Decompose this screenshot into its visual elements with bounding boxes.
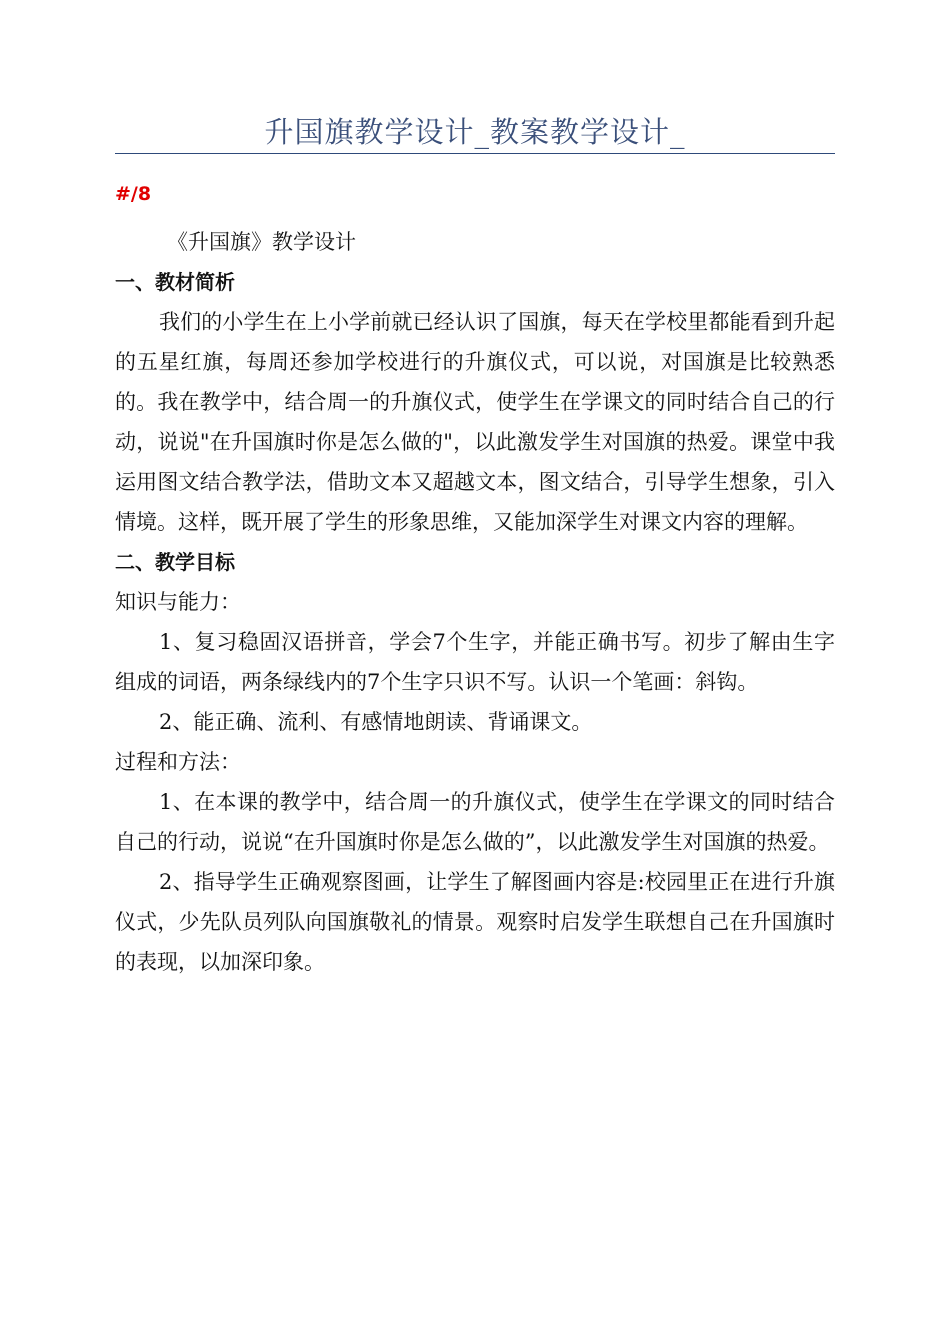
document-title: 升国旗教学设计_教案教学设计_ <box>264 115 686 149</box>
knowledge-item-2: 2、能正确、流利、有感情地朗读、背诵课文。 <box>159 710 593 734</box>
process-item-2: 2、指导学生正确观察图画，让学生了解图画内容是:校园里正在进行升旗仪式，少先队员列队向国旗敬礼的情景。观察时启发学生联想自己在升国旗时的表现，以加深印象。 <box>115 870 835 974</box>
knowledge-item-1: 1、复习稳固汉语拼音，学会7个生字，并能正确书写。初步了解由生字组成的词语，两条绿线内的7个生字只识不写。认识一个笔画：斜钩。 <box>115 630 835 694</box>
section-heading-objectives: 二、教学目标 <box>115 550 235 574</box>
process-label: 过程和方法： <box>115 750 241 774</box>
page-code: #/8 <box>115 183 152 205</box>
knowledge-label: 知识与能力： <box>115 590 241 614</box>
document-body <box>115 222 835 982</box>
title-underline <box>115 153 835 154</box>
process-item-1: 1、在本课的教学中，结合周一的升旗仪式，使学生在学课文的同时结合自己的行动，说说“在升国旗时你是怎么做的”，以此激发学生对国旗的热爱。 <box>115 790 835 854</box>
lesson-subtitle: 《升国旗》教学设计 <box>167 230 356 254</box>
section-heading-materials: 一、教材简析 <box>115 270 235 294</box>
materials-paragraph: 我们的小学生在上小学前就已经认识了国旗，每天在学校里都能看到升起的五星红旗，每周还参加学校进行的升旗仪式，可以说，对国旗是比较熟悉的。我在教学中，结合周一的升旗仪式，使学生在学课文的同时结合自己的行动，说说"在升国旗时你是怎么做的"，以此激发学生对国旗的热爱。课堂中我运用图文结合教学法，借助文本又超越文本，图文结合，引导学生想象，引入情境。这样，既开展了学生的形象思维，又能加深学生对课文内容的理解。 <box>115 310 835 534</box>
